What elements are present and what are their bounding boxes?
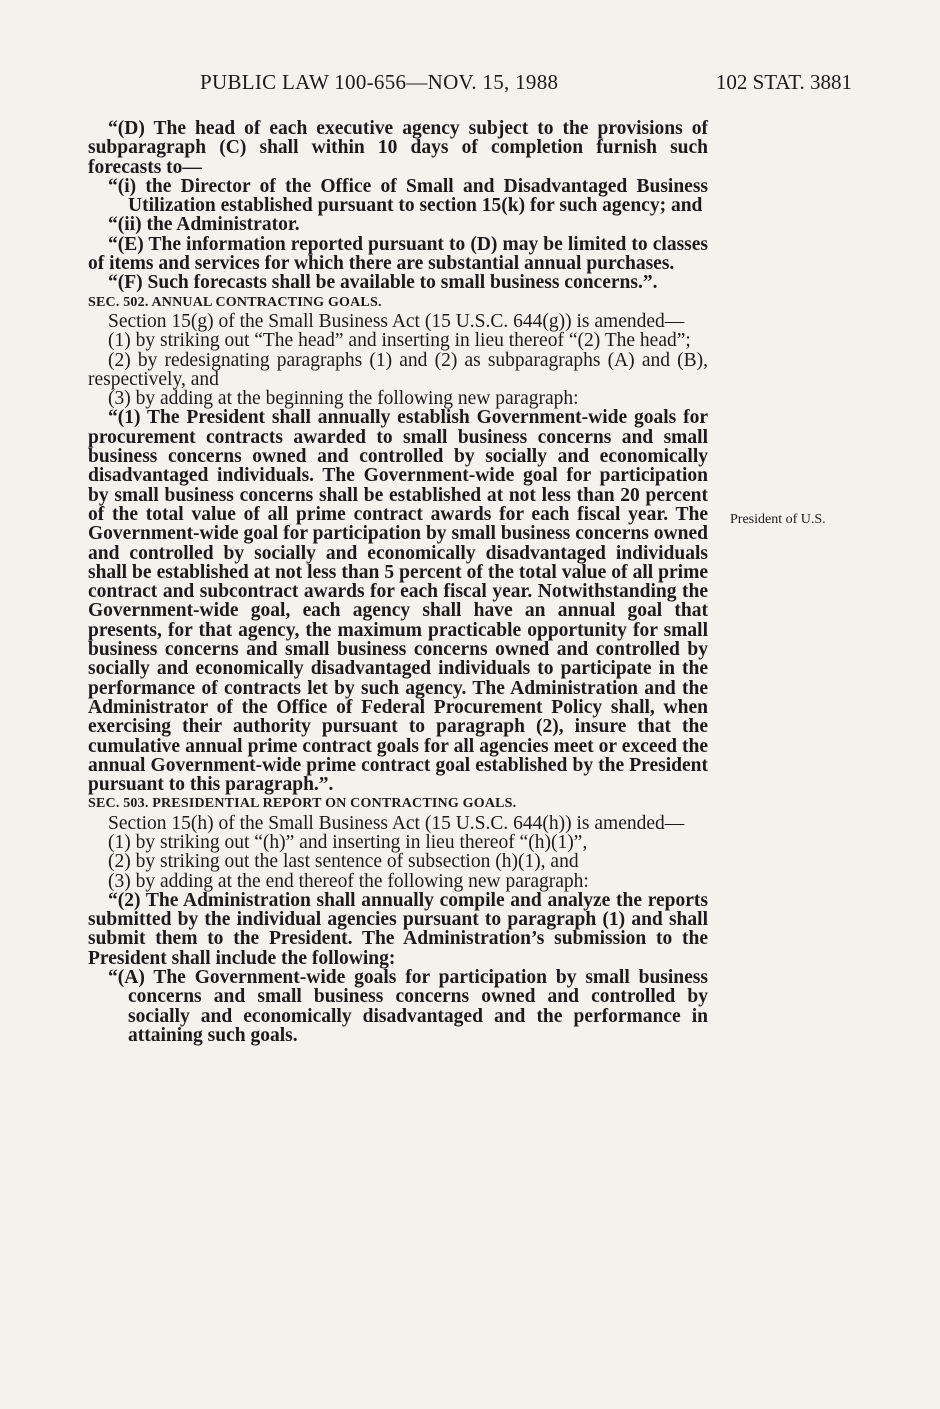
document-body: [88, 119, 708, 1045]
running-title: PUBLIC LAW 100-656—NOV. 15, 1988: [200, 70, 559, 94]
paragraph-d: “(D) The head of each executive agency subject to the provisions of subparagraph (C) shall within 10 days of completion furnish such forecasts to—: [88, 118, 708, 178]
section-503-item-2: (2) by striking out the last sentence of subsection (h)(1), and: [108, 851, 579, 873]
new-paragraph-1: “(1) The President shall annually establish Government-wide goals for procurement contracts awarded to small business concerns and small business concerns owned and controlled by socially and economically disadvantaged individuals. The Government-wide goal for participation by small business concerns shall be established at not less than 20 percent of the total value of all prime contract awards for each fiscal year. The Government-wide goal for participation by small business concerns owned and controlled by socially and economically disadvantaged individuals shall be established at not less than 5 percent of the total value of all prime contract and subcontract awards for each fiscal year. Notwithstanding the Government-wide goal, each agency shall have an annual goal that presents, for that agency, the maximum practicable opportunity for small business concerns and small business concerns owned and controlled by socially and economically disadvantaged individuals to participate in the performance of contracts let by such agency. The Administration and the Administrator of the Office of Federal Procurement Policy shall, when exercising their authority pursuant to paragraph (2), insure that the cumulative annual prime contract goals for all agencies meet or exceed the annual Government-wide prime contract goal established by the President pursuant to this paragraph.”.: [88, 407, 708, 796]
paragraph-f: “(F) Such forecasts shall be available to small business concerns.”.: [108, 272, 658, 294]
paragraph-e: “(E) The information reported pursuant to (D) may be limited to classes of items and services for which there are substantial annual purchases.: [88, 233, 708, 275]
section-502-intro: Section 15(g) of the Small Business Act (15 U.S.C. 644(g)) is amended—: [108, 310, 685, 332]
subparagraph-a: “(A) The Government-wide goals for participation by small business concerns and small business concerns owned and controlled by socially and economically disadvantaged and the performance in attaining such goals.: [108, 967, 708, 1046]
section-502-heading: SEC. 502. ANNUAL CONTRACTING GOALS.: [88, 294, 382, 310]
section-502-item-3: (3) by adding at the beginning the following new paragraph:: [108, 388, 579, 410]
margin-note: President of U.S.: [730, 512, 826, 527]
section-503-heading: SEC. 503. PRESIDENTIAL REPORT ON CONTRACTING GOALS.: [88, 796, 517, 812]
section-503-item-1: (1) by striking out “(h)” and inserting in lieu thereof “(h)(1)”,: [108, 831, 588, 853]
clause-i: “(i) the Director of the Office of Small and Disadvantaged Business Utilization established pursuant to section 15(k) for such agency; and: [108, 175, 708, 217]
clause-ii: “(ii) the Administrator.: [108, 214, 300, 236]
section-502-item-2: (2) by redesignating paragraphs (1) and (2) as subparagraphs (A) and (B), respectively, and: [88, 349, 708, 390]
section-503-intro: Section 15(h) of the Small Business Act (15 U.S.C. 644(h)) is amended—: [108, 812, 685, 834]
section-502-item-1: (1) by striking out “The head” and inserting in lieu thereof “(2) The head”;: [108, 330, 691, 352]
new-paragraph-2: “(2) The Administration shall annually compile and analyze the reports submitted by the individual agencies pursuant to paragraph (1) and shall submit them to the President. The Administration’s submission to the President shall include the following:: [88, 889, 708, 969]
statute-page-number: 102 STAT. 3881: [715, 70, 852, 94]
section-503-item-3: (3) by adding at the end thereof the following new paragraph:: [108, 870, 589, 892]
page-header: [200, 70, 852, 100]
